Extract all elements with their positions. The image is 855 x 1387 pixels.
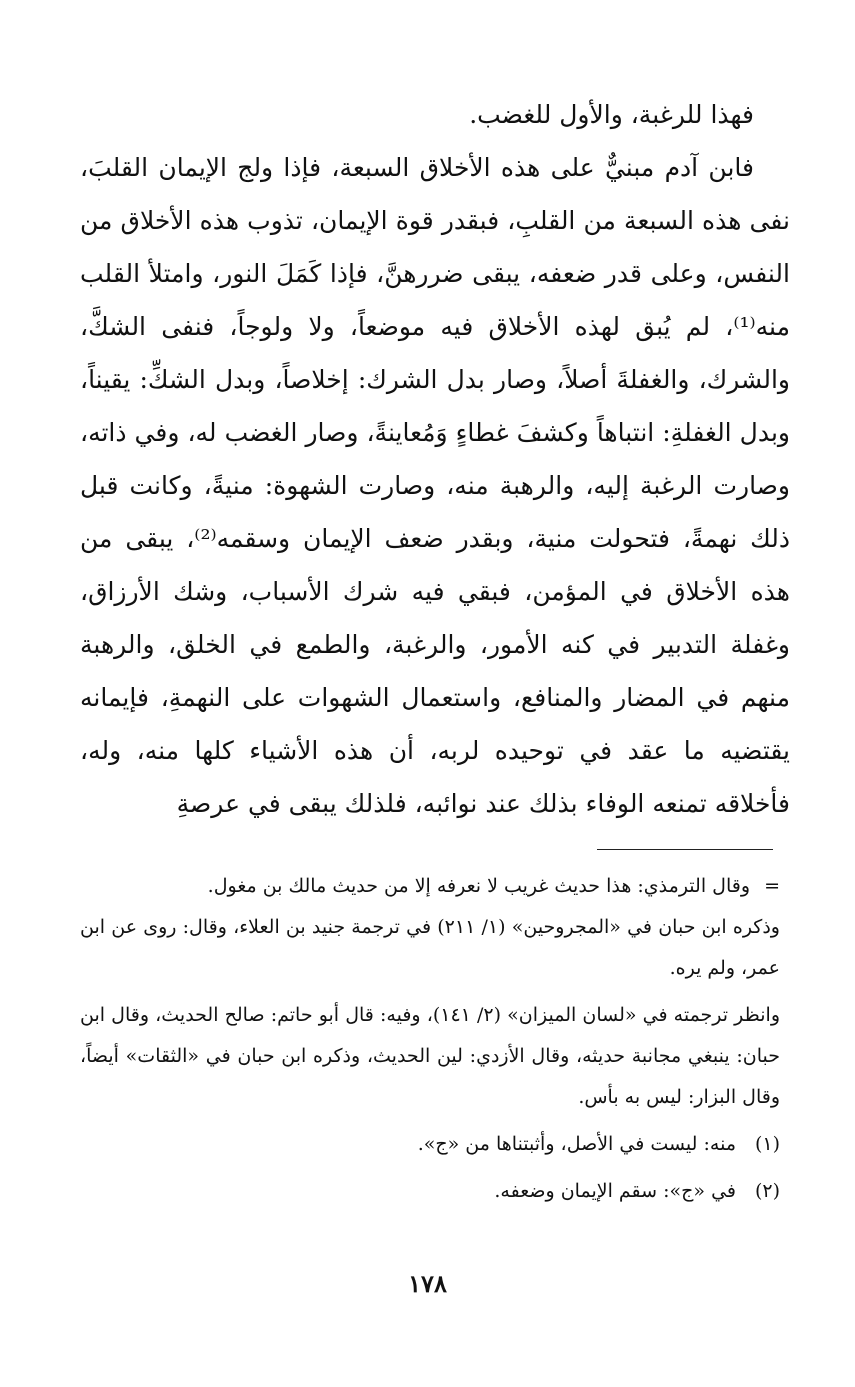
- footnote-number: (٢): [754, 1180, 780, 1202]
- paragraph: فهذا للرغبة، والأول للغضب.: [469, 100, 754, 129]
- page-number: ١٧٨: [408, 1269, 447, 1298]
- footnote-text: وذكره ابن حبان في «المجروحين» (١/ ٢١١) في ترجمة جنيد بن العلاء، وقال: روى عن ابن عمر، ولم يره.: [80, 916, 780, 979]
- footnote-item: [80, 1171, 780, 1212]
- footnote-continuation: [80, 866, 780, 907]
- continuation-marker: =: [764, 875, 780, 897]
- paragraph: فابن آدم مبنيٌّ على هذه الأخلاق السبعة، فإذا ولج الإيمان القلبَ، نفى هذه السبعة من القلبِ، فبقدر قوة الإيمان، تذوب هذه الأخلاق من النفس، وعلى قدر ضعفه، يبقى ضررهنَّ، فإذا كَمَلَ النور، وامتلأ القلب منه⁽¹⁾، لم يُبق لهذه الأخلاق فيه موضعاً، ولا ولوجاً، فنفى الشكَّ، والشرك، والغفلةَ أصلاً، وصار بدل الشرك: إخلاصاً، وبدل الشكِّ: يقيناً، وبدل الغفلةِ: انتباهاً وكشفَ غطاءٍ وَمُعاينةً، وصار الغضب له، وفي ذاته، وصارت الرغبة إليه، والرهبة منه، وصارت الشهوة: منيةً، وكانت قبل ذلك نهمةً، فتحولت منية، وبقدر ضعف الإيمان وسقمه⁽²⁾، يبقى من هذه الأخلاق في المؤمن، فبقي فيه شرك الأسباب، وشك الأرزاق، وغفلة التدبير في كنه الأمور، والرغبة، والطمع في الخلق، والرهبة منهم في المضار والمنافع، واستعمال الشهوات على النهمةِ، فإيمانه يقتضيه ما عقد في توحيده لربه، أن هذه الأشياء كلها منه، وله، فأخلاقه تمنعه الوفاء بذلك عند نوائبه، فلذلك يبقى في عرصةِ: [80, 153, 791, 818]
- footnote-text: وقال الترمذي: هذا حديث غريب لا نعرفه إلا من حديث مالك بن مغول.: [207, 875, 750, 897]
- footnote-text: في «ج»: سقم الإيمان وضعفه.: [494, 1180, 736, 1202]
- footnotes: [80, 866, 780, 1212]
- main-text: [80, 88, 790, 830]
- footnote-text: وانظر ترجمته في «لسان الميزان» (٢/ ١٤١)، وفيه: قال أبو حاتم: صالح الحديث، وقال ابن حبان: ينبغي مجانبة حديثه، وقال الأزدي: لين الحديث، وذكره ابن حبان في «الثقات» أيضاً، وقال البزار: ليس به بأس.: [80, 1004, 780, 1108]
- footnote-separator: [597, 849, 773, 850]
- footnote-number: (١): [754, 1133, 780, 1155]
- footnote-text: منه: ليست في الأصل، وأثبتناها من «ج».: [417, 1133, 736, 1155]
- footnote-item: [80, 1124, 780, 1165]
